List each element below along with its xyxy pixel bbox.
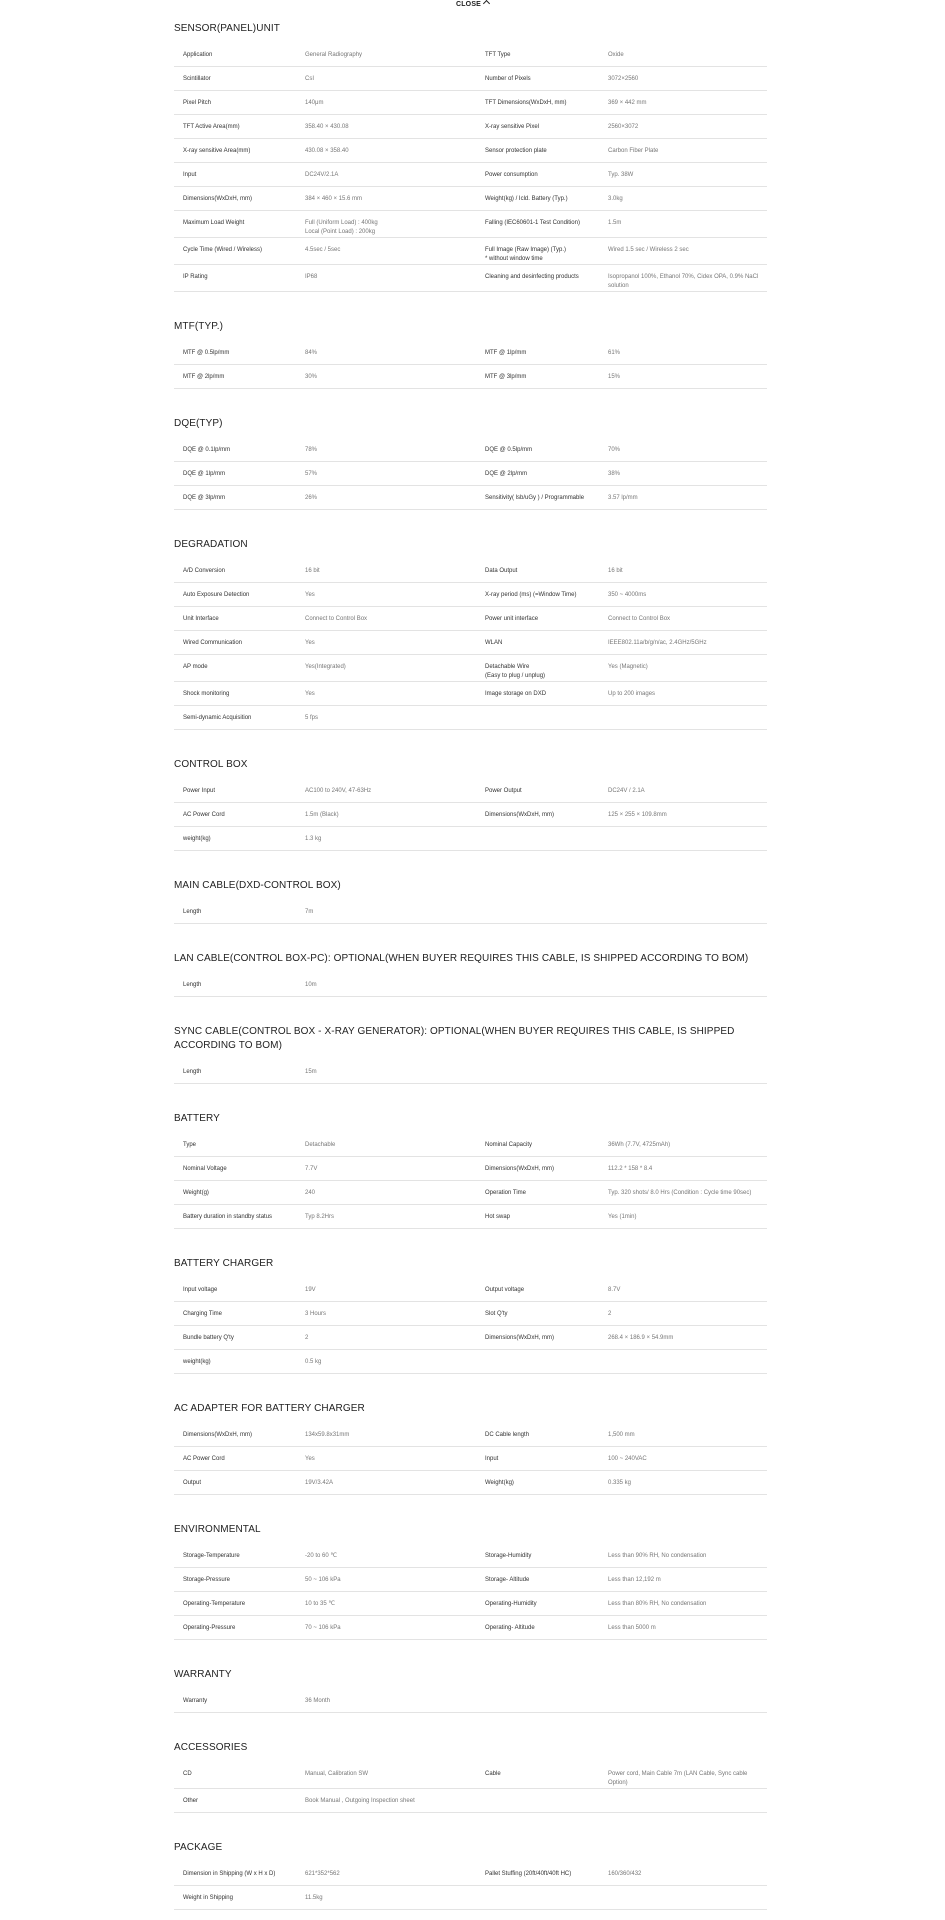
spec-value [608, 827, 767, 835]
spec-section [174, 538, 767, 730]
spec-value: 3072×2560 [608, 76, 639, 82]
spec-value [608, 1060, 767, 1068]
spec-label: Weight in Shipping [183, 1895, 233, 1901]
chevron-up-icon [483, 0, 490, 7]
spec-value: Yes [305, 1456, 315, 1462]
spec-value: Less than 5000 m [608, 1625, 656, 1631]
spec-value: 3.57 lp/mm [608, 495, 638, 501]
spec-label: Sensitivity( lsb/uGy ) / Programmable [485, 495, 585, 501]
spec-row [174, 655, 767, 682]
spec-section [174, 1841, 767, 1910]
spec-row [174, 43, 767, 67]
spec-label: Cycle Time (Wired / Wireless) [183, 247, 263, 253]
spec-row [174, 365, 767, 389]
spec-value: 4.5sec / 5sec [305, 247, 341, 253]
spec-label: Auto Exposure Detection [183, 592, 250, 598]
spec-value: 134x59.8x31mm [305, 1432, 350, 1438]
spec-label: Maximum Load Weight [183, 220, 245, 226]
spec-label: A/D Conversion [183, 568, 226, 574]
spec-label: Input [485, 1456, 499, 1462]
spec-label: Data Output [485, 568, 518, 574]
spec-table [174, 779, 767, 851]
spec-label: Storage-Humidity [485, 1553, 532, 1559]
spec-row [174, 1350, 767, 1374]
spec-row [174, 1789, 767, 1813]
close-label: CLOSE [455, 1, 482, 8]
close-button[interactable] [0, 1, 945, 8]
spec-label: Hot swap [485, 1214, 511, 1220]
spec-label: TFT Type [485, 52, 511, 58]
spec-value [608, 706, 767, 714]
spec-value: Yes [305, 691, 315, 697]
spec-value: 38% [608, 471, 621, 477]
spec-value: 240 [305, 1190, 316, 1196]
spec-label: CD [183, 1771, 192, 1777]
spec-value: 0.335 kg [608, 1480, 632, 1486]
spec-value: Isopropanol 100%, Ethanol 70%, Cidex OPA, 0.9% NaCl solution [608, 274, 759, 289]
spec-label: Dimensions(WxDxH, mm) [485, 1335, 554, 1341]
spec-value: 84% [305, 350, 318, 356]
section-title: PACKAGE [174, 1842, 223, 1853]
spec-table [174, 900, 767, 924]
spec-label: Power unit interface [485, 616, 539, 622]
spec-label: MTF @ 0.5lp/mm [183, 350, 230, 356]
spec-value: 350 ~ 4000ms [608, 592, 647, 598]
spec-label: Number of Pixels [485, 76, 531, 82]
spec-label: Dimensions(WxDxH, mm) [485, 1166, 554, 1172]
spec-value: 2560×3072 [608, 124, 639, 130]
spec-value: 112.2 * 158 * 8.4 [608, 1166, 653, 1172]
spec-value: 36 Month [305, 1698, 331, 1704]
spec-row [174, 187, 767, 211]
spec-label: Pallet Stuffing (20ft/40ft/40ft HC) [485, 1871, 572, 1877]
section-title: BATTERY CHARGER [174, 1258, 274, 1269]
section-title: DEGRADATION [174, 539, 248, 550]
spec-label: X-ray sensitive Pixel [485, 124, 540, 130]
spec-row [174, 91, 767, 115]
spec-row [174, 1862, 767, 1886]
section-title: ENVIRONMENTAL [174, 1524, 261, 1535]
spec-row [174, 67, 767, 91]
spec-label: weight(kg) [183, 1359, 211, 1365]
section-title: MTF(TYP.) [174, 321, 224, 332]
spec-table [174, 1689, 767, 1713]
spec-section [174, 1025, 767, 1084]
spec-value: IEEE802.11a/b/g/n/ac, 2.4GHz/5GHz [608, 640, 707, 646]
spec-label: weight(kg) [183, 836, 211, 842]
spec-label: Nominal Voltage [183, 1166, 227, 1172]
spec-row [174, 1157, 767, 1181]
spec-label: WLAN [485, 640, 503, 646]
spec-value: General Radiography [305, 52, 363, 58]
spec-value: Less than 12,192 m [608, 1577, 661, 1583]
spec-label: Operating- Altitude [485, 1625, 535, 1631]
spec-table [174, 1423, 767, 1495]
spec-label: Weight(g) [183, 1190, 209, 1196]
spec-value: Less than 90% RH, No condensation [608, 1553, 707, 1559]
spec-value: 70 ~ 106 kPa [305, 1625, 341, 1631]
spec-label: DQE @ 2lp/mm [485, 471, 528, 477]
spec-value: 100 ~ 240VAC [608, 1456, 647, 1462]
spec-table [174, 973, 767, 997]
spec-value: 0.5 kg [305, 1359, 322, 1365]
spec-row [174, 211, 767, 238]
spec-label: Dimension in Shipping (W x H x D) [183, 1871, 276, 1877]
spec-value: Connect to Control Box [305, 616, 368, 622]
spec-row [174, 462, 767, 486]
spec-section [174, 1112, 767, 1229]
spec-value: Detachable [305, 1142, 336, 1148]
spec-row [174, 607, 767, 631]
spec-value: 7m [305, 909, 314, 915]
spec-section [174, 1402, 767, 1495]
spec-value: 30% [305, 374, 318, 380]
spec-label [477, 706, 608, 714]
spec-label: AC Power Cord [183, 1456, 225, 1462]
spec-row [174, 682, 767, 706]
spec-value: Yes (1min) [608, 1214, 637, 1220]
spec-label: Length [183, 982, 202, 988]
spec-value: Yes(Integrated) [305, 664, 346, 670]
spec-row [174, 1471, 767, 1495]
spec-value: 2 [608, 1311, 612, 1317]
spec-value: 8.7V [608, 1287, 621, 1293]
spec-row [174, 438, 767, 462]
spec-label: Warranty [183, 1698, 208, 1704]
spec-label: Power Output [485, 788, 522, 794]
spec-value: Carbon Fiber Plate [608, 148, 659, 154]
spec-value: CsI [305, 76, 314, 82]
spec-value: 5 fps [305, 715, 319, 721]
section-title: DQE(TYP) [174, 418, 223, 429]
spec-value [608, 1789, 767, 1797]
spec-value: AC100 to 240V, 47-63Hz [305, 788, 372, 794]
spec-value: 1,500 mm [608, 1432, 635, 1438]
spec-row [174, 1592, 767, 1616]
spec-section [174, 1741, 767, 1813]
spec-label [477, 1789, 608, 1797]
spec-value: Book Manual , Outgoing Inspection sheet [305, 1798, 415, 1804]
spec-label: Weight(kg) / Icld. Battery (Typ.) [485, 196, 568, 202]
spec-label: Cleaning and desinfecting products [485, 274, 579, 280]
spec-label: Semi-dynamic Acquisition [183, 715, 252, 721]
spec-row [174, 803, 767, 827]
spec-value: 1.5m (Black) [305, 812, 339, 818]
spec-value: Yes [305, 640, 315, 646]
spec-row [174, 900, 767, 924]
section-title: SENSOR(PANEL)UNIT [174, 23, 280, 34]
spec-label: Shock monitoring [183, 691, 230, 697]
spec-value: Oxide [608, 52, 624, 58]
spec-label: Dimensions(WxDxH, mm) [183, 196, 252, 202]
spec-value [608, 973, 767, 981]
spec-value: 125 × 255 × 109.8mm [608, 812, 667, 818]
spec-label: Input voltage [183, 1287, 218, 1293]
spec-row [174, 163, 767, 187]
spec-value: Typ 8.2Hrs [305, 1214, 335, 1220]
spec-label: Bundle battery Q'ty [183, 1335, 234, 1341]
spec-value: 15% [608, 374, 621, 380]
section-title: BATTERY [174, 1113, 220, 1124]
spec-value: 16 bit [608, 568, 623, 574]
spec-value: 26% [305, 495, 318, 501]
spec-label: IP Rating [183, 274, 208, 280]
spec-label [477, 973, 608, 981]
spec-label: Output [183, 1480, 202, 1486]
spec-table [174, 1133, 767, 1229]
spec-row [174, 1326, 767, 1350]
section-title: WARRANTY [174, 1669, 232, 1680]
spec-value: 11.5kg [305, 1895, 323, 1901]
spec-label: Storage- Altitude [485, 1577, 530, 1583]
spec-label: Storage-Pressure [183, 1577, 231, 1583]
spec-label [477, 1689, 608, 1697]
spec-value: 1.5m [608, 220, 622, 226]
spec-label: Length [183, 909, 202, 915]
spec-row [174, 1616, 767, 1640]
spec-value: DC24V / 2.1A [608, 788, 645, 794]
spec-section [174, 22, 767, 292]
spec-row [174, 1762, 767, 1789]
spec-row [174, 1544, 767, 1568]
spec-value: 57% [305, 471, 318, 477]
spec-value: Less than 80% RH, No condensation [608, 1601, 707, 1607]
spec-label: MTF @ 3lp/mm [485, 374, 527, 380]
spec-label: Sensor protection plate [485, 148, 547, 154]
spec-label: AP mode [183, 664, 208, 670]
spec-value: 621*352*562 [305, 1871, 340, 1877]
spec-value: 16 bit [305, 568, 320, 574]
spec-table [174, 1544, 767, 1640]
section-title: ACCESSORIES [174, 1742, 248, 1753]
spec-label: Cable [485, 1771, 501, 1777]
spec-label: MTF @ 1lp/mm [485, 350, 527, 356]
spec-value: Connect to Control Box [608, 616, 671, 622]
spec-row [174, 1181, 767, 1205]
spec-label: Input [183, 172, 197, 178]
spec-value: 1.3 kg [305, 836, 322, 842]
spec-row [174, 631, 767, 655]
spec-label: Falling (IEC60601-1 Test Condition) [485, 220, 580, 226]
spec-value [608, 1350, 767, 1358]
spec-label: Dimensions(WxDxH, mm) [183, 1432, 252, 1438]
spec-value: 2 [305, 1335, 309, 1341]
section-title: LAN CABLE(CONTROL BOX-PC): OPTIONAL(WHEN BUYER REQUIRES THIS CABLE, IS SHIPPED ACCORDING TO BOM) [174, 953, 749, 964]
spec-row [174, 1689, 767, 1713]
spec-label [477, 1886, 608, 1894]
spec-row [174, 559, 767, 583]
spec-value: DC24V/2.1A [305, 172, 339, 178]
spec-value: Typ. 38W [608, 172, 634, 178]
spec-value: Typ. 320 shots/ 8.0 Hrs (Condition : Cycle time 90sec) [608, 1190, 752, 1196]
spec-row [174, 779, 767, 803]
spec-value: 3 Hours [305, 1311, 327, 1317]
spec-table [174, 1762, 767, 1813]
spec-label: DQE @ 1lp/mm [183, 471, 226, 477]
spec-row [174, 583, 767, 607]
spec-value: 78% [305, 447, 318, 453]
spec-label: TFT Dimensions(WxDxH, mm) [485, 100, 567, 106]
spec-value: Up to 200 images [608, 691, 656, 697]
spec-section [174, 320, 767, 389]
spec-row [174, 341, 767, 365]
spec-value: 268.4 × 186.9 × 54.9mm [608, 1335, 674, 1341]
spec-label: Operating-Pressure [183, 1625, 236, 1631]
spec-row [174, 1423, 767, 1447]
spec-value: Yes [305, 592, 315, 598]
section-title: SYNC CABLE(CONTROL BOX - X-RAY GENERATOR): OPTIONAL(WHEN BUYER REQUIRES THIS CABLE, IS SHIPPED ACCORDING TO BOM) [174, 1026, 735, 1051]
spec-label: Detachable Wire (Easy to plug / unplug) [485, 664, 546, 679]
spec-row [174, 973, 767, 997]
spec-value: 15m [305, 1069, 317, 1075]
spec-label: Wired Communication [183, 640, 243, 646]
spec-label: DQE @ 0.1lp/mm [183, 447, 231, 453]
spec-label: Other [183, 1798, 199, 1804]
spec-label: AC Power Cord [183, 812, 225, 818]
spec-value: 36Wh (7.7V, 4725mAh) [608, 1142, 671, 1148]
spec-value: 50 ~ 106 kPa [305, 1577, 341, 1583]
spec-label: Operation Time [485, 1190, 527, 1196]
spec-table [174, 43, 767, 292]
spec-row [174, 827, 767, 851]
spec-value: Full (Uniform Load) : 400kg Local (Point Load) : 200kg [305, 220, 378, 235]
spec-value [608, 1886, 767, 1894]
spec-row [174, 1886, 767, 1910]
spec-value: Yes (Magnetic) [608, 664, 648, 670]
spec-label: Output voltage [485, 1287, 525, 1293]
spec-table [174, 559, 767, 730]
spec-table [174, 1278, 767, 1374]
spec-label: X-ray sensitive Area(mm) [183, 148, 251, 154]
spec-value: 160/360/432 [608, 1871, 642, 1877]
spec-row [174, 706, 767, 730]
spec-row [174, 238, 767, 265]
spec-label [477, 900, 608, 908]
spec-label: Power consumption [485, 172, 538, 178]
spec-value: -20 to 60 ℃ [305, 1553, 338, 1559]
spec-label: Storage-Temperature [183, 1553, 240, 1559]
spec-row [174, 1060, 767, 1084]
spec-label: X-ray period (ms) (=Window Time) [485, 592, 577, 598]
spec-label: Scintillator [183, 76, 211, 82]
spec-section [174, 417, 767, 510]
spec-row [174, 1205, 767, 1229]
spec-label: TFT Active Area(mm) [183, 124, 240, 130]
spec-label: Charging Time [183, 1311, 223, 1317]
section-title: MAIN CABLE(DXD-CONTROL BOX) [174, 880, 341, 891]
spec-section [174, 1523, 767, 1640]
spec-section [174, 1257, 767, 1374]
spec-label: Operating-Temperature [183, 1601, 246, 1607]
spec-value: 358.40 × 430.08 [305, 124, 349, 130]
spec-value: 369 × 442 mm [608, 100, 647, 106]
spec-label: Battery duration in standby status [183, 1214, 273, 1220]
spec-row [174, 486, 767, 510]
spec-row [174, 115, 767, 139]
spec-value: 384 × 460 × 15.6 mm [305, 196, 363, 202]
spec-section [174, 758, 767, 851]
spec-value [608, 900, 767, 908]
spec-label: Unit Interface [183, 616, 219, 622]
spec-row [174, 1278, 767, 1302]
spec-section [174, 1668, 767, 1713]
spec-label: Full Image (Raw Image) (Typ.) * without window time [485, 247, 567, 262]
spec-label: MTF @ 2lp/mm [183, 374, 225, 380]
spec-label: Length [183, 1069, 202, 1075]
spec-value: Wired 1.5 sec / Wireless 2 sec [608, 247, 689, 253]
spec-row [174, 1302, 767, 1326]
spec-value: 70% [608, 447, 621, 453]
spec-value: 7.7V [305, 1166, 318, 1172]
section-title: CONTROL BOX [174, 759, 248, 770]
spec-table [174, 1862, 767, 1910]
spec-section [174, 952, 767, 997]
spec-section [174, 879, 767, 924]
spec-value: 10m [305, 982, 317, 988]
spec-value: 140μm [305, 100, 324, 106]
spec-label: DQE @ 0.5lp/mm [485, 447, 533, 453]
spec-table [174, 341, 767, 389]
spec-label: Pixel Pitch [183, 100, 212, 106]
spec-value: 430.08 × 358.40 [305, 148, 349, 154]
spec-label: Slot Q'ty [485, 1311, 508, 1317]
spec-label: Type [183, 1142, 197, 1148]
spec-row [174, 1447, 767, 1471]
spec-value [608, 1689, 767, 1697]
spec-value: 10 to 35 ℃ [305, 1601, 336, 1607]
spec-label: Application [183, 52, 213, 58]
spec-value: 61% [608, 350, 621, 356]
spec-value: 19V/3.42A [305, 1480, 334, 1486]
spec-row [174, 1133, 767, 1157]
spec-row [174, 265, 767, 292]
spec-value: Power cord, Main Cable 7m (LAN Cable, Sync cable Option) [608, 1771, 748, 1786]
spec-table [174, 438, 767, 510]
spec-row [174, 139, 767, 163]
spec-value: IP68 [305, 274, 318, 280]
spec-sheet [174, 22, 767, 1910]
spec-value: 3.0kg [608, 196, 623, 202]
spec-row [174, 1568, 767, 1592]
spec-label: Dimensions(WxDxH, mm) [485, 812, 554, 818]
spec-table [174, 1060, 767, 1084]
spec-label: DC Cable length [485, 1432, 530, 1438]
spec-label: Weight(kg) [485, 1480, 514, 1486]
spec-label: Nominal Capacity [485, 1142, 533, 1148]
spec-label [477, 1060, 608, 1068]
spec-label [477, 1350, 608, 1358]
spec-label [477, 827, 608, 835]
spec-label: Operating-Humidity [485, 1601, 537, 1607]
spec-label: DQE @ 3lp/mm [183, 495, 226, 501]
spec-label: Image storage on DXD [485, 691, 547, 697]
spec-label: Power Input [183, 788, 216, 794]
spec-value: Manual, Calibration SW [305, 1771, 369, 1777]
section-title: AC ADAPTER FOR BATTERY CHARGER [174, 1403, 365, 1414]
spec-value: 19V [305, 1287, 316, 1293]
